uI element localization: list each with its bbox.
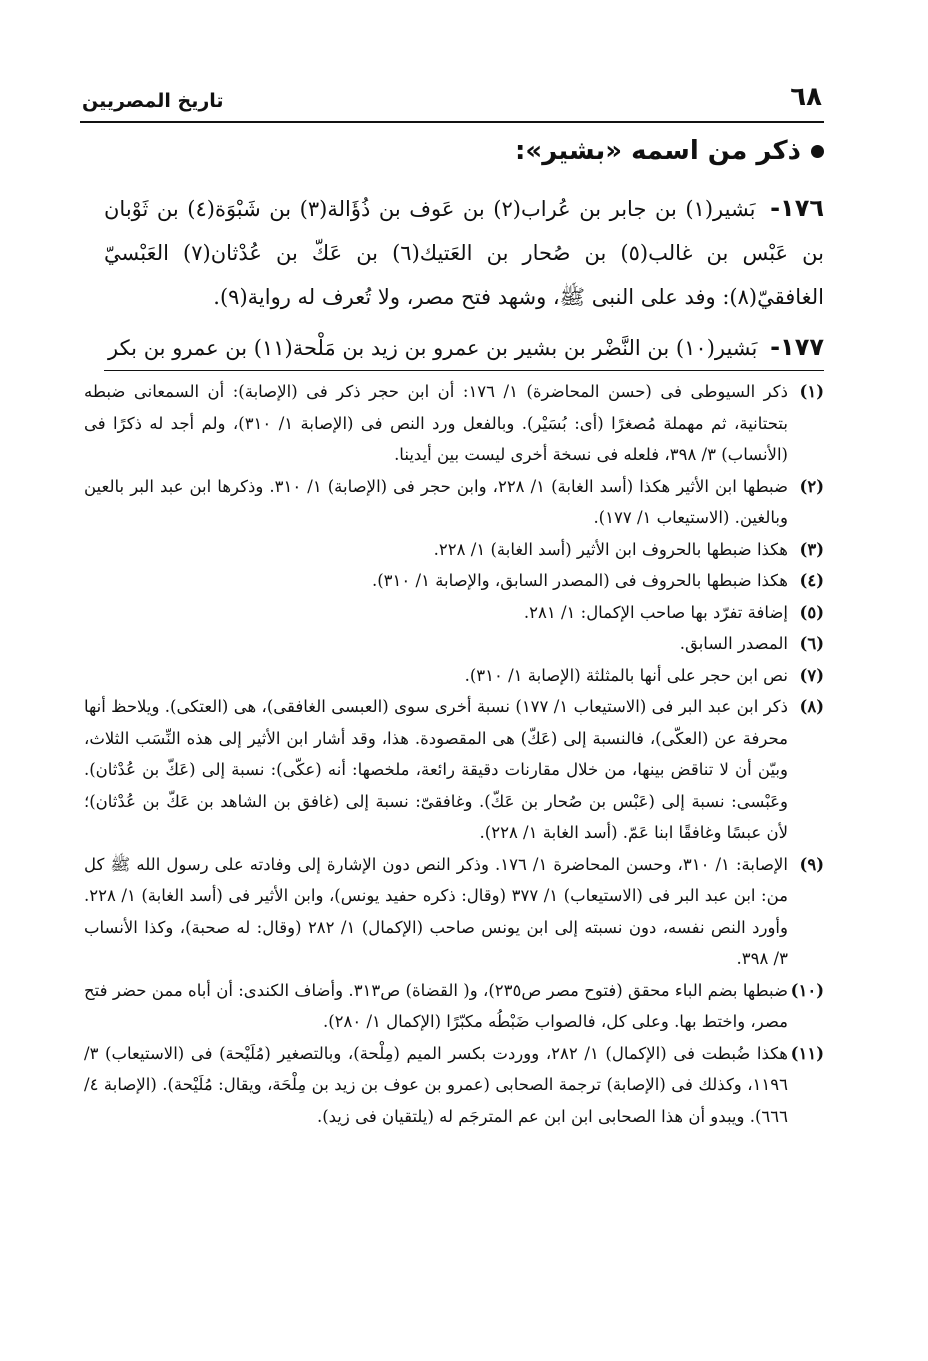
- footnote-number: (٩): [799, 854, 824, 874]
- footnote: [84, 975, 824, 1038]
- footnote: [84, 1038, 824, 1133]
- bullet-icon: [811, 145, 824, 158]
- footnote-text: المصدر السابق.: [679, 634, 788, 653]
- footnote-number: (٥): [799, 602, 824, 622]
- entry: [104, 325, 824, 370]
- section-heading: [515, 136, 824, 166]
- entry-number: ١٧٦-: [770, 194, 824, 222]
- footnotes: [84, 376, 824, 1132]
- main-text: [104, 186, 824, 376]
- footnote: [84, 597, 824, 629]
- footnote: [84, 471, 824, 534]
- footnote-number: (٨): [799, 697, 824, 716]
- entry: [104, 186, 824, 319]
- page-number: ٦٨: [790, 82, 822, 112]
- footnote: [84, 534, 824, 566]
- footnote-text: ضبطها ابن الأثير هكذا (أسد الغابة) ١/ ٢٢٨، وابن حجر فى (الإصابة) ١/ ٣١٠. وذكرها ابن عبد البر بالعين وبالغين. (الاستيعاب ١/ ١٧٧).: [84, 476, 788, 527]
- footnote: [84, 660, 824, 692]
- entry-number: ١٧٧-: [770, 333, 824, 361]
- footnote-text: هكذا ضبطها بالحروف ابن الأثير (أسد الغابة) ١/ ٢٢٨.: [433, 539, 788, 559]
- footnote-number: (٣): [799, 539, 824, 559]
- footnote-number: (١٠): [790, 980, 824, 1000]
- section-heading-text: ذكر من اسمه «بشير»:: [515, 136, 801, 166]
- footnote-text: هكذا ضبطها بالحروف فى (المصدر السابق، والإصابة ١/ ٣١٠).: [371, 571, 788, 590]
- footnote-number: (١): [799, 382, 824, 401]
- footnote-text: إضافة تفرّد بها صاحب الإكمال: ١/ ٢٨١.: [523, 602, 788, 622]
- running-title: تاريخ المصريين: [82, 90, 224, 112]
- footnote-number: (٤): [799, 571, 824, 590]
- footnote-number: (٢): [799, 476, 824, 496]
- page-header: [82, 82, 822, 118]
- footnote: [84, 628, 824, 660]
- footnote: [84, 376, 824, 471]
- header-rule: [80, 121, 824, 123]
- footnote-text: الإصابة: ١/ ٣١٠، وحسن المحاضرة ١/ ١٧٦. وذكر النص دون الإشارة إلى وفادته على رسول الله ﷺ كل من: ابن عبد البر فى (الاستيعاب) ١/ ٣٧٧ (وقال: ذكره حفيد يونس)، وابن الأثير فى (أسد الغابة) ١/ ٢٢٨. وأورد النص نفسه، دون نسبته إلى ابن يونس صاحب (الإكمال) ١/ ٢٨٢ (وقال: له صحبة)، وكذا الأنساب ٣/ ٣٩٨.: [84, 854, 788, 968]
- footnote-text: ضبطها بضم الباء محقق (فتوح مصر ص٢٣٥)، و( القضاة) ص٣١٣. وأضاف الكندى: أن أباه ممن حضر فتح مصر، واختط بها. وعلى كل، فالصواب ضَبْطُه مكبّرًا (الإكمال ١/ ٢٨٠).: [84, 980, 789, 1031]
- footnote-text: هكذا ضُبطت فى (الإكمال) ١/ ٢٨٢، ووردت بكسر الميم (مِلْحة)، وبالتصغير (مُلَيْحة) فى (الاستيعاب) ٣/ ١١٩٦، وكذلك فى (الإصابة) ترجمة الصحابى (عمرو بن عوف بن زيد بن مِلْحَة، ويقال: مُلَيْحة). (الإصابة ٤/ ٦٦٦). ويبدو أن هذا الصحابى ابن ابن عم المترجَم له (يلتقيان فى زيد).: [84, 1043, 788, 1126]
- footnote-text: ذكر السيوطى فى (حسن المحاضرة) ١/ ١٧٦: أن ابن حجر ذكر فى (الإصابة): أن السمعانى ضبطه بتحتانية، ثم مهملة مُصغرًا (أى: بُسَيْر). وبالفعل ورد النص فى (الإصابة ١/ ٣١٠)، ولم أجد له ذكرًا فى (الأنساب) ٣/ ٣٩٨، فلعله فى نسخة أخرى ليست بين أيدينا.: [84, 382, 788, 464]
- entry-text: بَشير(١) بن جابر بن عُراب(٢) بن عَوف بن ذُؤَالة(٣) بن شَبْوَة(٤) بن ثَوْبان بن عَبْس بن غالب(٥) بن صُحار بن العَتيك(٦) بن عَكّ بن عُدْثان(٧) العَبْسيّ الغافقيّ(٨): وفد على النبى ﷺ، وشهد فتح مصر، ولا تُعرف له رواية(٩).: [104, 197, 824, 309]
- footnote-number: (٦): [799, 634, 824, 653]
- footnote-text: نص ابن حجر على أنها بالمثلثة (الإصابة ١/ ٣١٠).: [464, 665, 788, 685]
- footnote: [84, 849, 824, 975]
- footnote-number: (٧): [799, 665, 824, 685]
- footnote-separator: [104, 370, 824, 371]
- footnote: [84, 691, 824, 849]
- footnote-text: ذكر ابن عبد البر فى (الاستيعاب ١/ ١٧٧) نسبة أخرى سوى (العبسى الغافقى)، هى (العتكى). ويلاحظ أنها محرفة عن (العكّى)، فالنسبة إلى (عَكّ) هى المقصودة. هذا، وقد أشار ابن الأثير إلى هذه النِّسَب الثلاث، وبيّن أن لا تناقض بينها، من خلال مقارنات دقيقة رائعة، ملخصها: أنه (عكّى): نسبة إلى (عَكّ بن عُدْثان). وعَبْسى: نسبة إلى (عَبْس بن صُحار بن عَكّ). وغافقىّ: نسبة إلى (غافق بن الشاهد بن عَكّ بن عُدْثان)؛ لأن عبسًا وغافقًا ابنا عَمّ. (أسد الغابة ١/ ٢٢٨).: [84, 697, 789, 842]
- entry-text: بَشير(١٠) بن النَّضْر بن بشير بن عمرو بن زيد بن مَلْحة(١١) بن عمرو بن بكر: [107, 336, 758, 360]
- footnote: [84, 565, 824, 597]
- footnote-number: (١١): [790, 1043, 824, 1063]
